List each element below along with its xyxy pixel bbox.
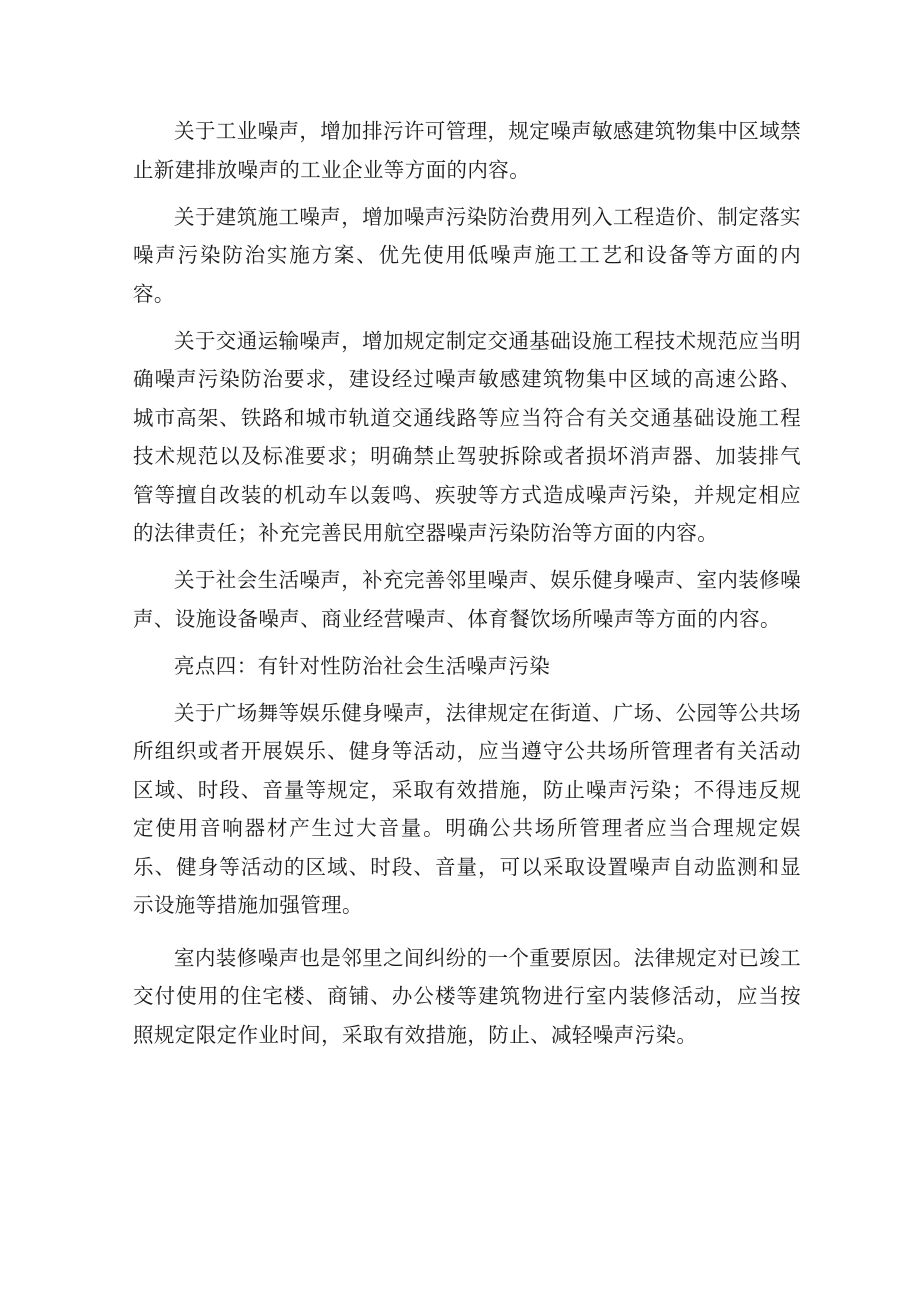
document-body [133,112,801,1063]
paragraph-renovation-noise: 室内装修噪声也是邻里之间纠纷的一个重要原因。法律规定对已竣工交付使用的住宅楼、商铺、办公楼等建筑物进行室内装修活动，应当按照规定限定作业时间，采取有效措施，防止、减轻噪声污染。 [133,945,801,1047]
paragraph-construction-noise: 关于建筑施工噪声，增加噪声污染防治费用列入工程造价、制定落实噪声污染防治实施方案、优先使用低噪声施工工艺和设备等方面的内容。 [133,204,801,306]
paragraph-square-dance-noise: 关于广场舞等娱乐健身噪声，法律规定在街道、广场、公园等公共场所组织或者开展娱乐、健身等活动，应当遵守公共场所管理者有关活动区域、时段、音量等规定，采取有效措施，防止噪声污染；不得违反规定使用音响器材产生过大音量。明确公共场所管理者应当合理规定娱乐、健身等活动的区域、时段、音量，可以采取设置噪声自动监测和显示设施等措施加强管理。 [133,700,801,917]
paragraph-traffic-noise: 关于交通运输噪声，增加规定制定交通基础设施工程技术规范应当明确噪声污染防治要求，建设经过噪声敏感建筑物集中区域的高速公路、城市高架、铁路和城市轨道交通线路等应当符合有关交通基础设施工程技术规范以及标准要求；明确禁止驾驶拆除或者损坏消声器、加装排气管等擅自改装的机动车以轰鸣、疾驶等方式造成噪声污染，并规定相应的法律责任；补充完善民用航空器噪声污染防治等方面的内容。 [133,328,801,545]
paragraph-social-life-noise: 关于社会生活噪声，补充完善邻里噪声、娱乐健身噪声、室内装修噪声、设施设备噪声、商业经营噪声、体育餐饮场所噪声等方面的内容。 [133,568,801,631]
paragraph-industrial-noise: 关于工业噪声，增加排污许可管理，规定噪声敏感建筑物集中区域禁止新建排放噪声的工业企业等方面的内容。 [133,119,801,182]
section-heading-highlight-four: 亮点四：有针对性防治社会生活噪声污染 [174,653,551,678]
